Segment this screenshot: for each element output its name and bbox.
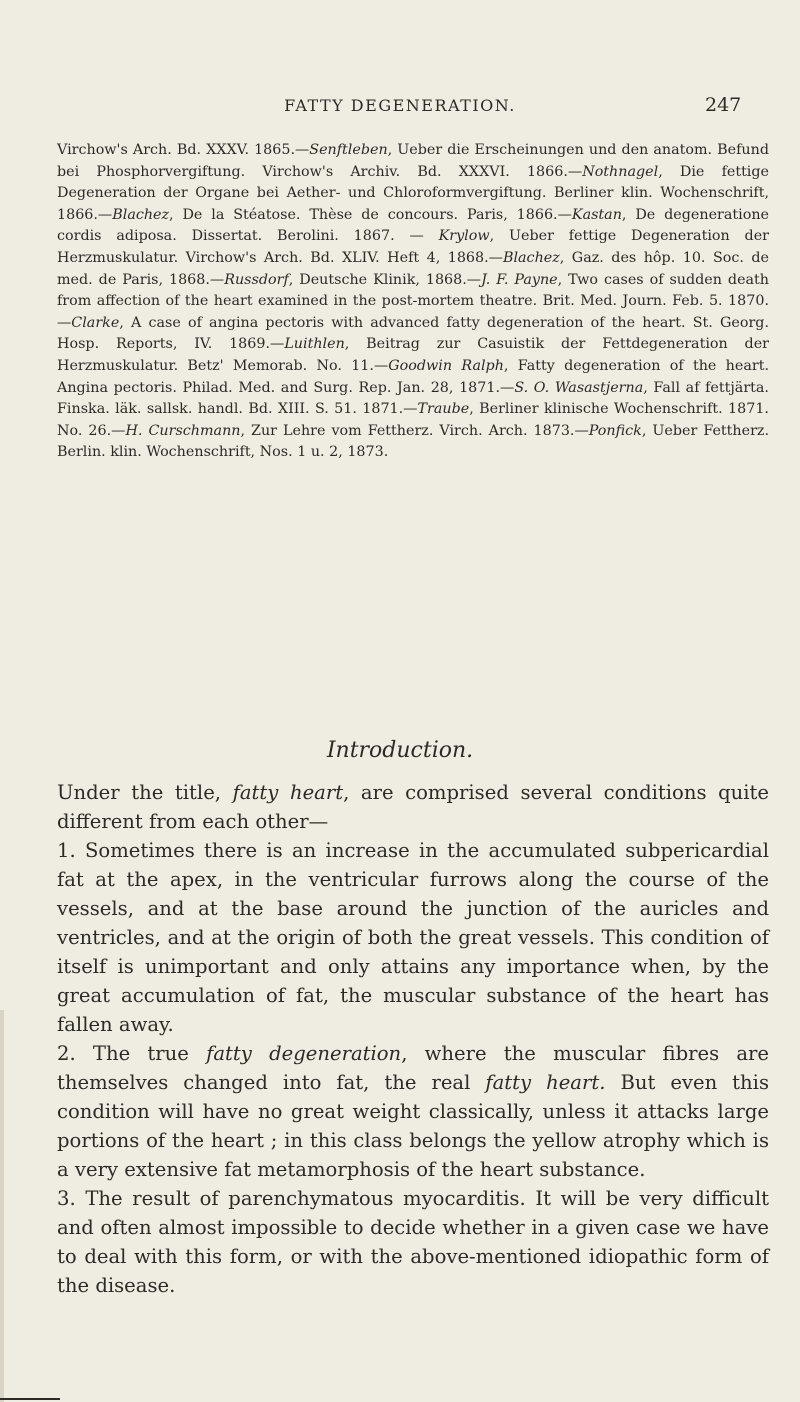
ref-seg: , A case of angina pectoris with advanced fatty degeneration of the heart. St. Georg. Hosp. Reports, IV. 1869.— <box>57 314 769 353</box>
ref-author: Ponfick <box>588 422 642 439</box>
ref-author: Traube <box>417 401 470 418</box>
ref-author: J. F. Payne <box>481 271 558 288</box>
ref-seg: , Die fettige Degeneration der Organe bei Aether- und Chloroformvergiftung. Berliner klin. Wochenschrift, 1866.— <box>57 163 769 223</box>
ref-seg: , Fall af fettjärta. Finska. läk. sallsk. handl. Bd. XIII. S. 51. 1871.— <box>57 379 769 418</box>
body-text <box>57 778 769 1300</box>
paragraph-item-3 <box>57 1184 769 1300</box>
ref-seg: , Two cases of sudden death from affection of the heart examined in the post-mortem theatre. Brit. Med. Journ. Feb. 5. 1870.— <box>57 271 770 331</box>
text-run: , are comprised several conditions quite different from each other— <box>57 781 769 833</box>
ref-author: Blachez <box>112 206 170 223</box>
emphasis: fatty heart <box>232 781 344 804</box>
text-run: 2. The true <box>57 1042 207 1065</box>
ref-author: Nothnagel <box>582 163 659 180</box>
ref-seg: , Beitrag zur Casuistik der Fettdegeneration der Herzmuskulatur. Betz' Memorab. No. 11.— <box>57 336 769 374</box>
ref-author: Kastan <box>571 206 622 223</box>
text-run: Under the title, <box>57 781 233 804</box>
emphasis: fatty heart. <box>485 1071 606 1094</box>
ref-author: Goodwin Ralph <box>388 357 504 374</box>
ref-seg: , Ueber Fettherz. Berlin. klin. Wochenschrift, Nos. 1 u. 2, 1873. <box>57 422 769 461</box>
ref-author: Blachez <box>502 249 560 266</box>
emphasis: fatty degeneration <box>206 1042 402 1065</box>
text-run: , where the muscular fibres are themselves changed into fat, the real <box>57 1042 770 1094</box>
ref-author: Senftleben <box>309 142 388 158</box>
bibliography-references <box>57 140 769 464</box>
ref-seg: Virchow's Arch. Bd. XXXV. 1865.— <box>57 142 310 158</box>
ref-seg: , Deutsche Klinik, 1868.— <box>288 271 482 288</box>
ref-author: Russdorf <box>224 271 289 288</box>
ref-seg: , De la Stéatose. Thèse de concours. Paris, 1866.— <box>169 206 572 223</box>
text-run: But even this condition will have no great weight classically, unless it attacks large portions of the heart ; in this class belongs the yellow atrophy which is a very extensive fat metamorphosis of the heart substance. <box>57 1071 769 1181</box>
ref-seg: , Zur Lehre vom Fettherz. Virch. Arch. 1873.— <box>240 422 589 439</box>
paragraph-intro <box>57 778 769 836</box>
ref-seg: , Ueber fettige Degeneration der Herzmuskulatur. Virchow's Arch. Bd. XLIV. Heft 4, 1868.— <box>57 228 769 266</box>
ref-author: Krylow <box>438 228 490 245</box>
page-number: 247 <box>705 94 742 116</box>
paragraph-item-1 <box>57 836 769 1039</box>
ref-seg: , Berliner klinische Wochenschrift. 1871. No. 26.— <box>57 401 769 439</box>
ref-seg: , De degeneratione cordis adiposa. Dissertat. Berolini. 1867. — <box>57 206 770 245</box>
section-heading: Introduction. <box>326 738 474 763</box>
ref-author: Clarke <box>71 314 120 331</box>
running-header: FATTY DEGENERATION. <box>284 96 516 115</box>
text-run: 1. Sometimes there is an increase in the accumulated subpericardial fat at the apex, in the ventricular furrows along the course of the vessels, and at the base around the junction of the auricles and ventricles, and at the origin of both the great vessels. This condition of itself is unimportant and only attains any importance when, by the great accumulation of fat, the muscular substance of the heart has fallen away. <box>57 839 769 1036</box>
ref-author: S. O. Wasastjerna <box>514 379 644 396</box>
ref-seg: , Ueber die Erscheinungen und den anatom. Befund bei Phosphorvergiftung. Virchow's Archiv. Bd. XXXVI. 1866.— <box>57 142 769 180</box>
ref-seg: , Gaz. des hôp. 10. Soc. de med. de Paris, 1868.— <box>57 249 769 288</box>
ref-seg: , Fatty degeneration of the heart. Angina pectoris. Philad. Med. and Surg. Rep. Jan. 28, 1871.— <box>57 357 769 396</box>
page-edge-shadow <box>0 1010 4 1402</box>
ref-author: H. Curschmann <box>125 422 241 439</box>
ref-author: Luithlen <box>284 336 345 353</box>
text-run: 3. The result of parenchymatous myocarditis. It will be very difficult and often almost impossible to decide whether in a given case we have to deal with this form, or with the above-mentioned idiopathic form of the disease. <box>57 1187 769 1297</box>
paragraph-item-2 <box>57 1039 769 1184</box>
bottom-rule <box>0 1398 60 1400</box>
